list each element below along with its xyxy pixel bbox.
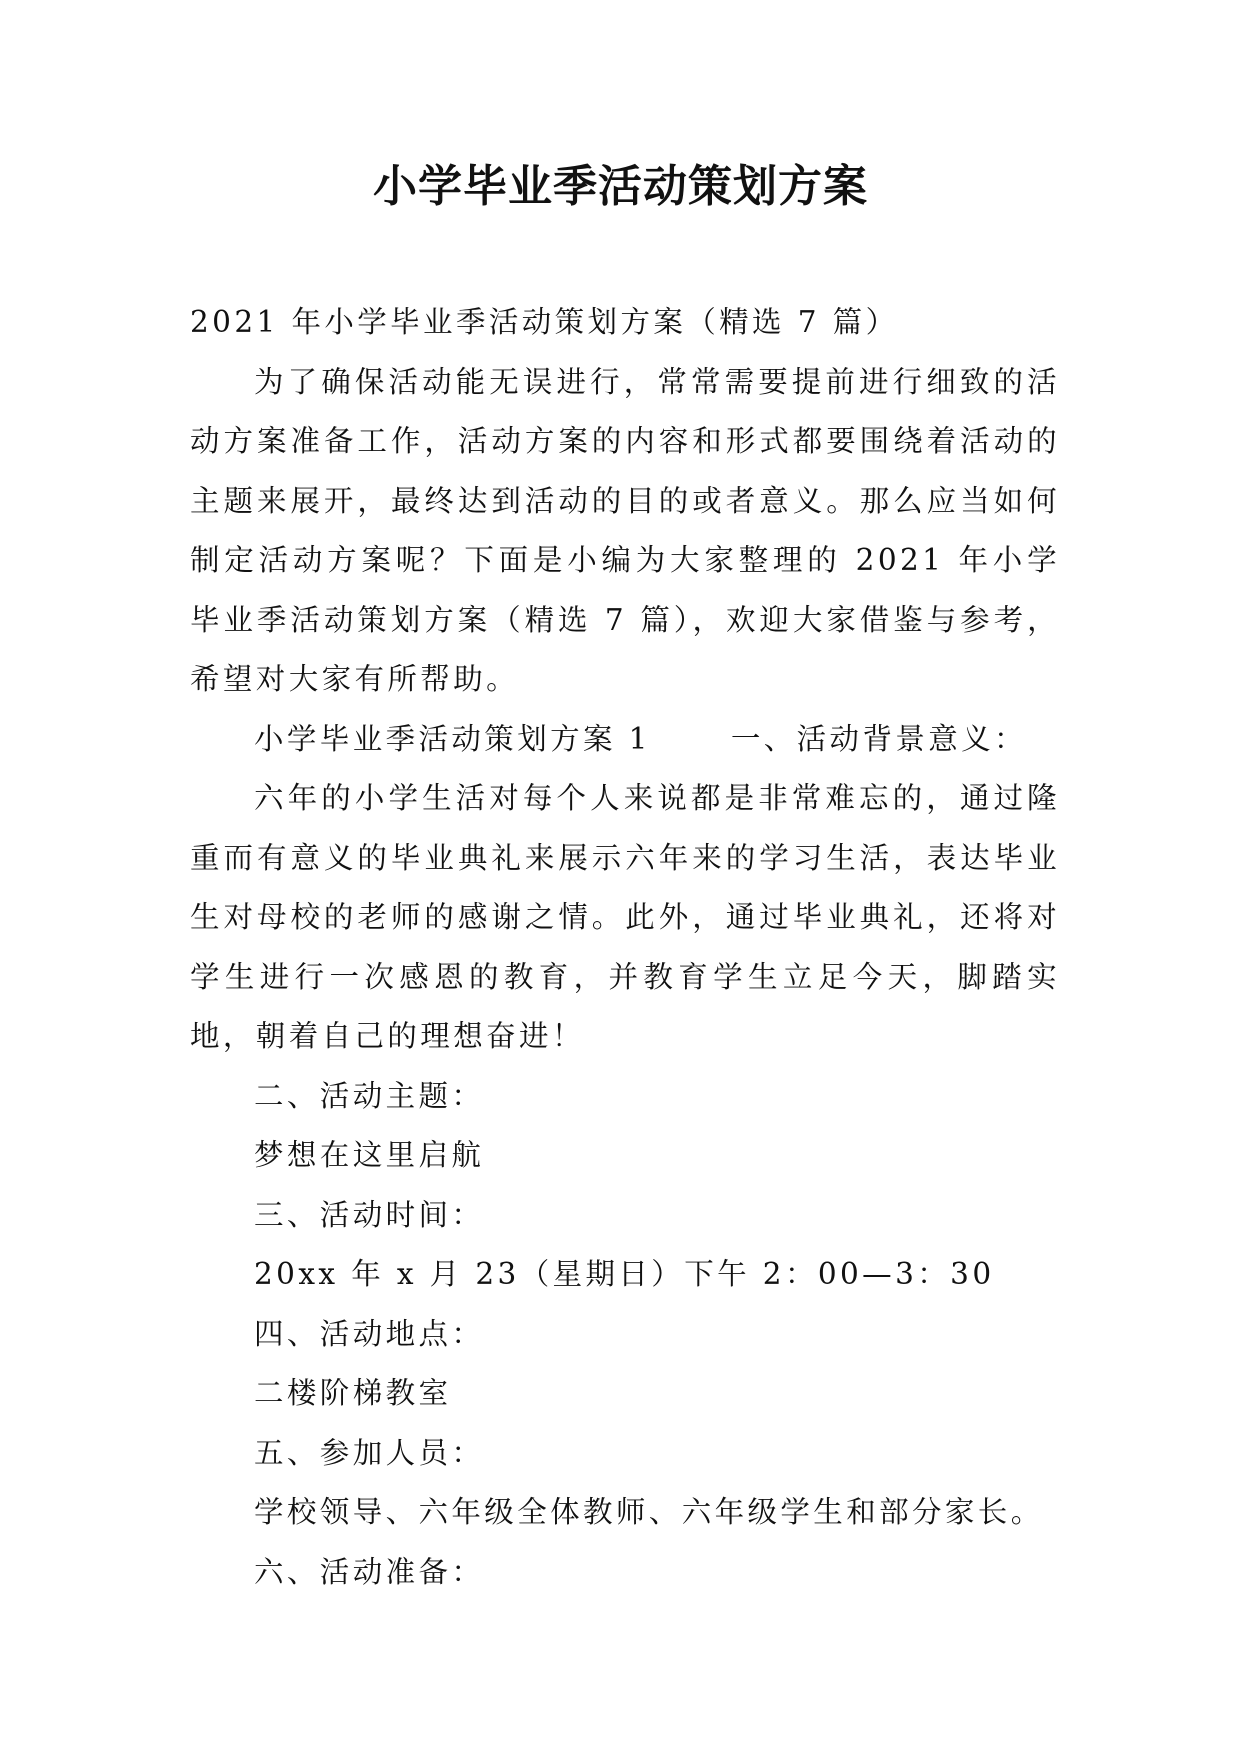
section6-heading: 六、活动准备： [254, 1554, 485, 1589]
plan-heading: 小学毕业季活动策划方案 1 [254, 721, 651, 756]
section4-heading: 四、活动地点： [254, 1316, 485, 1351]
section4-text: 二楼阶梯教室 [254, 1376, 452, 1410]
section1-heading: 一、活动背景意义： [730, 721, 1027, 756]
section1-text: 六年的小学生活对每个人来说都是非常难忘的，通过隆重而有意义的毕业典礼来展示六年来的学习生活，表达毕业生对母校的老师的感谢之情。此外，通过毕业典礼，还将对学生进行一次感恩的教育，并教育学生立足今天，脚踏实地，朝着自己的理想奋进！ [190, 781, 1060, 1053]
section2-heading: 二、活动主题： [254, 1078, 485, 1113]
section2-text: 梦想在这里启航 [254, 1138, 485, 1172]
document-body [190, 293, 1060, 1602]
plan-heading-line [190, 710, 1060, 770]
section3-heading: 三、活动时间： [254, 1197, 485, 1232]
document-title: 小学毕业季活动策划方案 [373, 161, 868, 212]
document-subtitle: 2021 年小学毕业季活动策划方案（精选 7 篇） [190, 305, 899, 339]
section5-heading: 五、参加人员： [254, 1435, 485, 1470]
intro-paragraph: 为了确保活动能无误进行，常常需要提前进行细致的活动方案准备工作，活动方案的内容和形式都要围绕着活动的主题来展开，最终达到活动的目的或者意义。那么应当如何制定活动方案呢？下面是小编为大家整理的 2021 年小学毕业季活动策划方案（精选 7 篇），欢迎大家借鉴与参考，希望对大家有所帮助。 [190, 364, 1060, 696]
section5-text: 学校领导、六年级全体教师、六年级学生和部分家长。 [254, 1495, 1044, 1529]
section3-text: 20xx 年 x 月 23（星期日）下午 2：00—3：30 [254, 1257, 995, 1291]
